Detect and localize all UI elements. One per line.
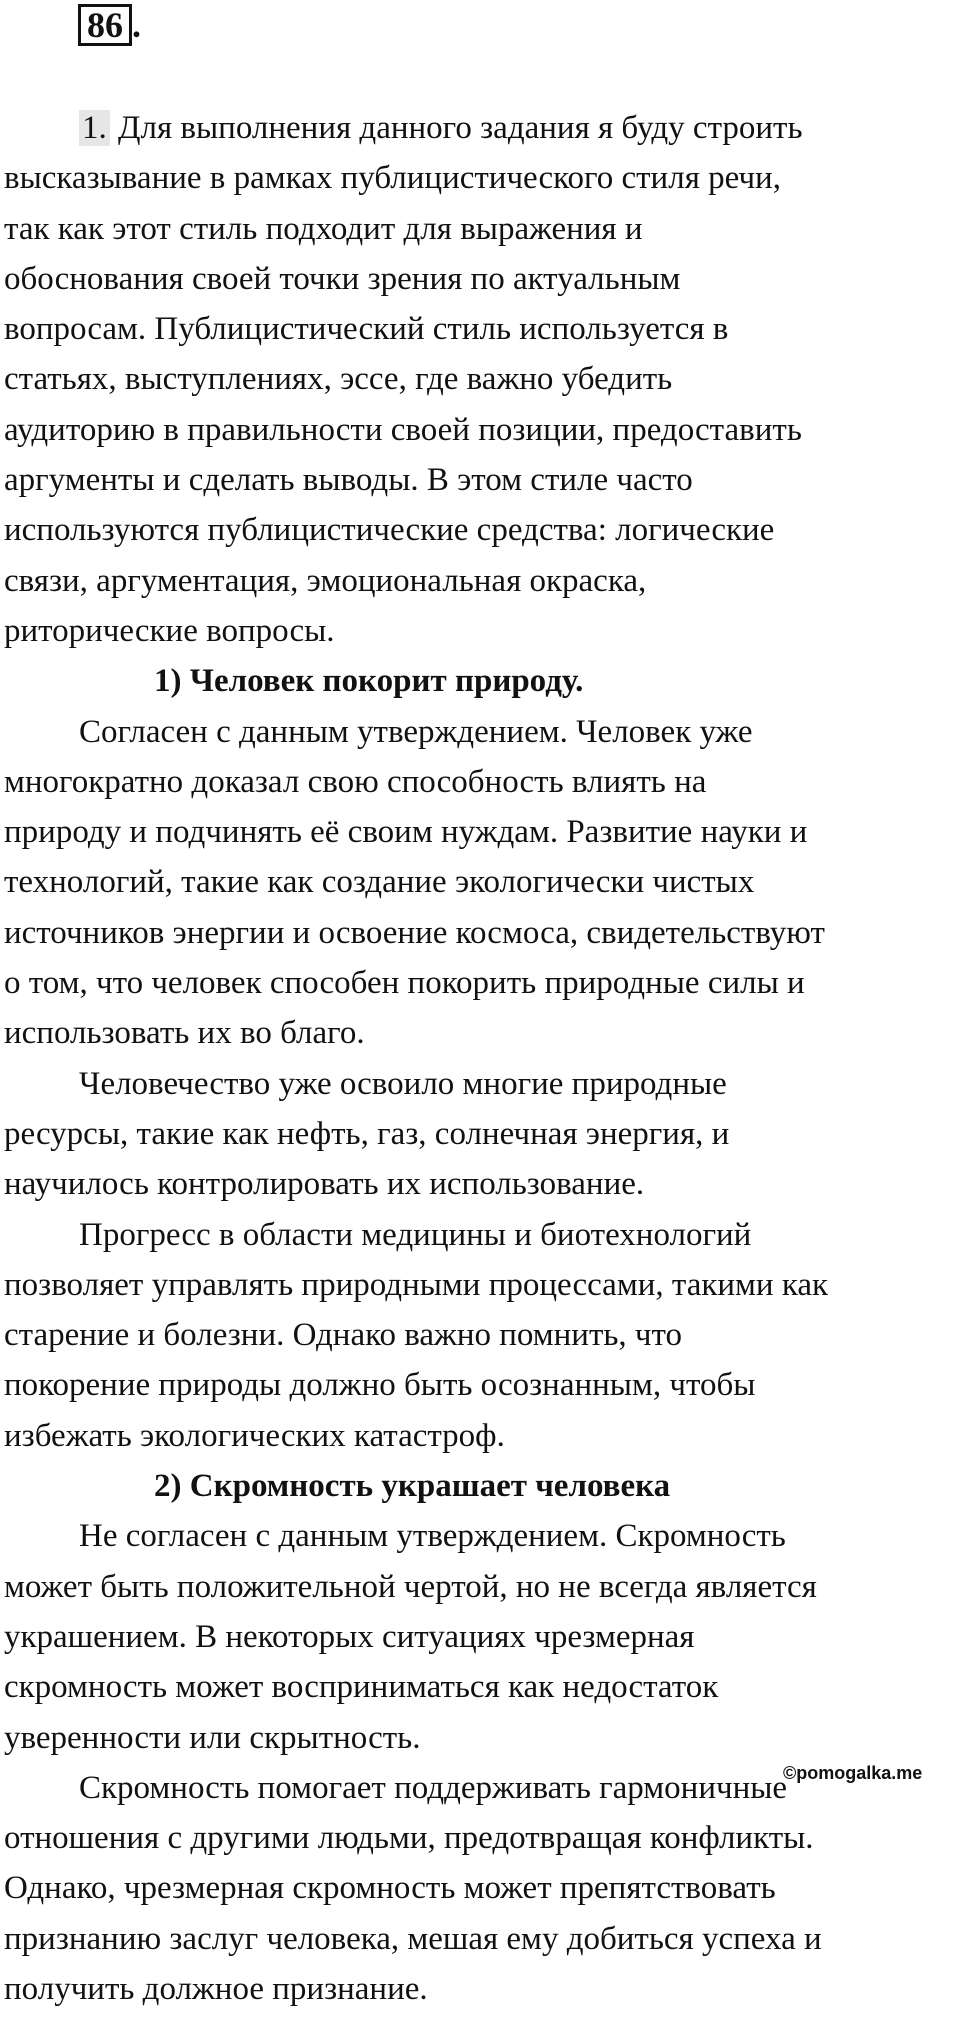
task-number-box: 86 <box>78 4 132 46</box>
heading-2: 2) Скромность украшает человека <box>154 1468 671 1505</box>
heading-1: 1) Человек покорит природу. <box>154 663 584 700</box>
answer-text <box>4 103 958 2014</box>
paragraph-4: Не согласен с данным утверждением. Скромность может быть положительной чертой, но не всегда является украшением. В некоторых ситуациях чрезмерная скромность может восприниматься как недостаток уверенности или скрытность. <box>4 1518 817 1756</box>
paragraph-1: Согласен с данным утверждением. Человек уже многократно доказал свою способность влиять на природу и подчинять её своим нуждам. Развитие науки и технологий, такие как создание экологически чистых источников энергии и освоение космоса, свидетельствуют о том, что человек способен покорить природные силы и использовать их во благо. <box>4 713 825 1052</box>
paragraph-5: Скромность помогает поддерживать гармоничные отношения с другими людьми, предотвращая конфликты. Однако, чрезмерная скромность может препятствовать признанию заслуг человека, мешая ему добиться успеха и получить должное признание. <box>4 1769 822 2007</box>
paragraph-3: Прогресс в области медицины и биотехнологий позволяет управлять природными процессами, такими как старение и болезни. Однако важно помнить, что покорение природы должно быть осознанным, чтобы избежать экологических катастроф. <box>4 1216 829 1454</box>
watermark: ©pomogalka.me <box>783 1763 923 1783</box>
item-marker: 1. <box>79 110 110 146</box>
task-number <box>78 4 141 46</box>
section-1: 1. Для выполнения данного задания я буду строить высказывание в рамках публицистического стиля речи, так как этот стиль подходит для выражения и обоснования своей точки зрения по актуальным вопросам. Публицистический стиль используется в статьях, выступлениях, эссе, где важно убедить аудиторию в правильности своей позиции, предоставить аргументы и сделать выводы. В этом стиле часто используются публицистические средства: логические связи, аргументация, эмоциональная окраска, риторические вопросы. <box>4 110 803 649</box>
task-number-dot: . <box>132 5 141 45</box>
paragraph-2: Человечество уже освоило многие природные ресурсы, такие как нефть, газ, солнечная энергия, и научилось контролировать их использование. <box>4 1065 730 1203</box>
